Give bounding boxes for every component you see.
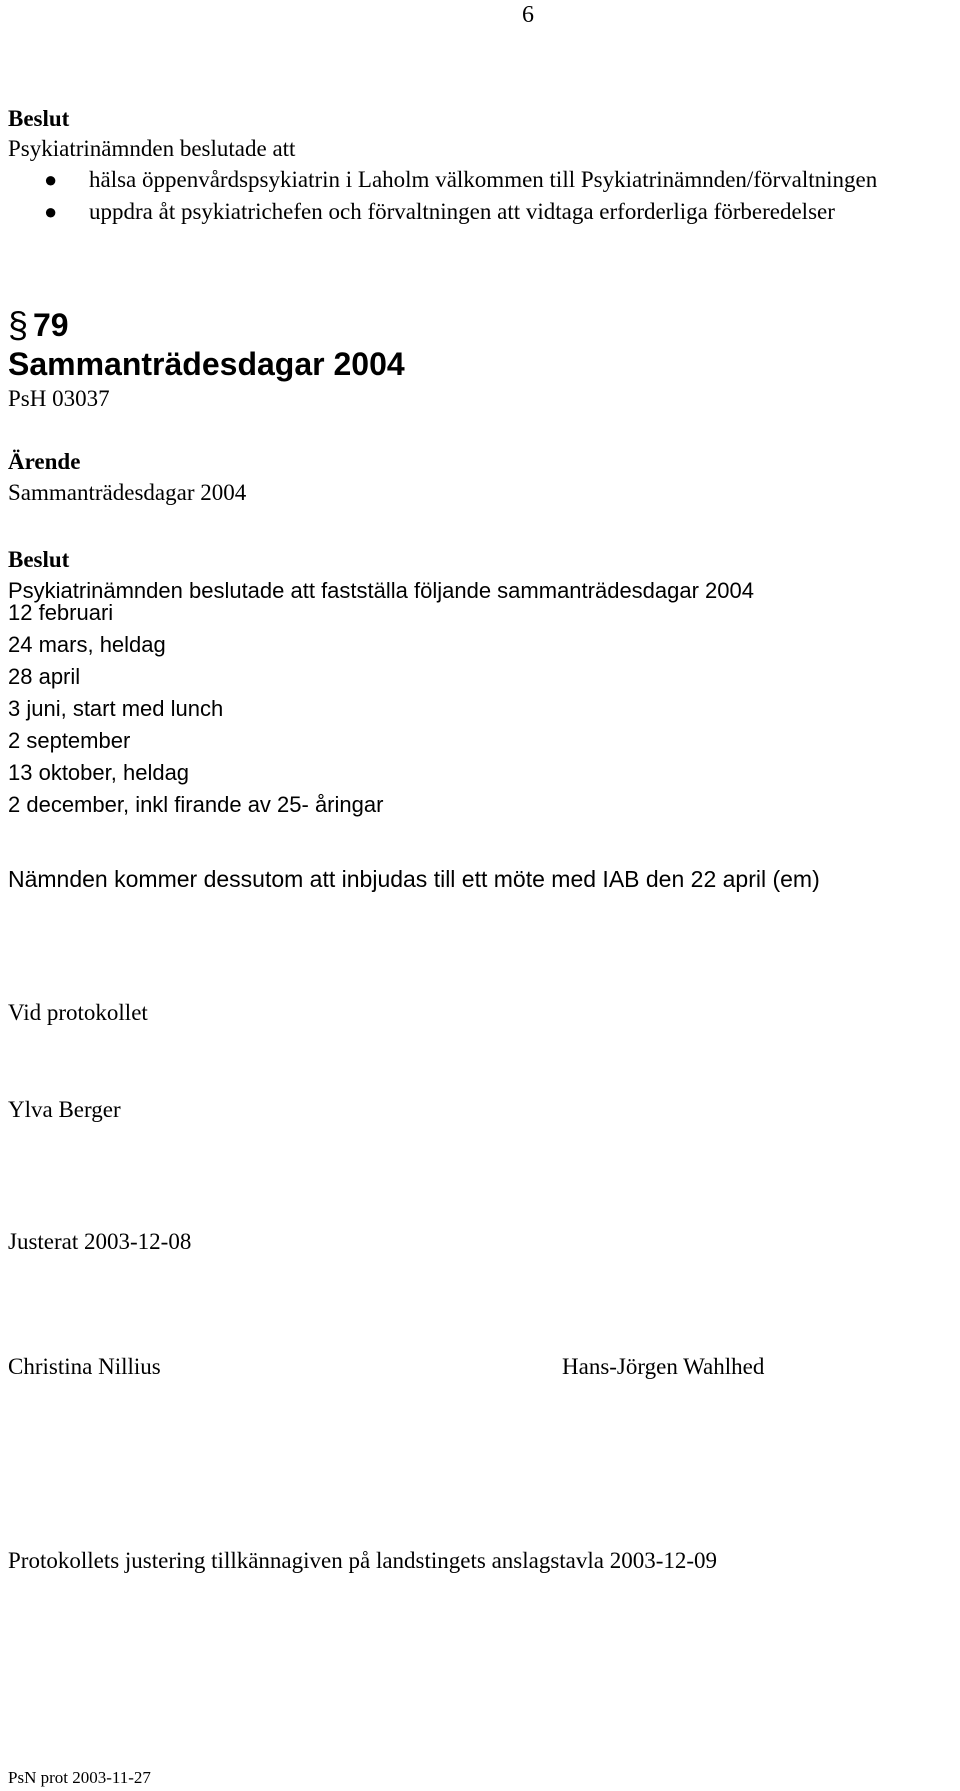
adjuster-name: Christina Nillius [8,1354,161,1379]
bullet-icon: ● [44,167,58,192]
beslut-heading: Beslut [8,547,70,572]
bullet-item: uppdra åt psykiatrichefen och förvaltningen att vidtaga erforderliga förberedelser [89,199,835,224]
extra-note: Nämnden kommer dessutom att inbjudas till ett möte med IAB den 22 april (em) [8,866,820,892]
list-item: 3 juni, start med lunch [8,696,224,721]
footer-text: PsN prot 2003-11-27 [8,1768,151,1787]
paragraph-number: 79 [33,307,69,343]
adjuster-name: Hans-Jörgen Wahlhed [562,1354,765,1379]
list-item: 2 september [8,728,131,753]
bullet-item: hälsa öppenvårdspsykiatrin i Laholm välkommen till Psykiatrinämnden/förvaltningen [89,167,878,192]
list-item: 28 april [8,664,81,689]
section-intro: Psykiatrinämnden beslutade att [8,136,296,161]
list-item: 24 mars, heldag [8,632,166,657]
announcement-text: Protokollets justering tillkännagiven på landstingets anslagstavla 2003-12-09 [8,1548,718,1573]
list-item: 2 december, inkl firande av 25- åringar [8,792,384,817]
bullet-icon: ● [44,199,58,224]
paragraph-symbol: § [8,304,29,345]
justerat-date: Justerat 2003-12-08 [8,1229,192,1254]
paragraph-title: Sammanträdesdagar 2004 [8,346,405,382]
list-item: 12 februari [8,600,114,625]
page-number: 6 [522,2,534,28]
arende-text: Sammanträdesdagar 2004 [8,480,247,505]
beslut-intro: Psykiatrinämnden beslutade att fastställa följande sammanträdesdagar 2004 [8,578,755,603]
arende-heading: Ärende [8,449,81,474]
secretary-name: Ylva Berger [8,1097,121,1122]
vid-protokollet: Vid protokollet [8,1000,148,1025]
paragraph-reference: PsH 03037 [8,386,110,411]
section-heading-beslut: Beslut [8,106,70,131]
meeting-dates-list [8,597,383,821]
list-item: 13 oktober, heldag [8,760,190,785]
